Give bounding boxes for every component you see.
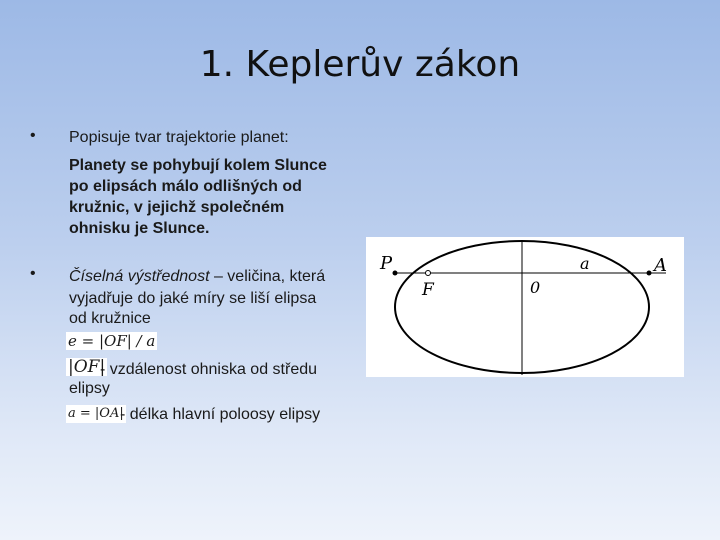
law-line-4: ohnisku je Slunce. <box>69 220 210 237</box>
eccentricity-dash-text: – veličina, která <box>209 268 326 285</box>
bullet-2-dot: • <box>30 265 36 282</box>
bullet-1-intro: Popisuje tvar trajektorie planet: <box>69 129 289 146</box>
of-formula: |OF| <box>68 357 106 377</box>
slide-title: 1. Keplerův zákon <box>199 44 521 85</box>
semi-major-axis-formula: a = |OA| <box>68 406 124 421</box>
label-a-axis: a <box>580 254 590 273</box>
bullet-1-dot: • <box>30 127 36 144</box>
eccentricity-definition <box>69 268 325 285</box>
eccentricity-formula: e = |OF| / a <box>68 332 156 350</box>
focus-point <box>426 271 431 276</box>
eccentricity-line-2: vyjadřuje do jaké míry se liší elipsa <box>69 290 317 307</box>
label-a-point: A <box>654 255 667 276</box>
label-o: 0 <box>530 278 541 297</box>
label-f: F <box>422 280 434 300</box>
eccentricity-line-3: od kružnice <box>69 310 151 327</box>
semi-major-axis-description: - délka hlavní poloosy elipsy <box>120 406 321 423</box>
aphelion-point <box>647 271 652 276</box>
of-description-line-2: elipsy <box>69 380 110 397</box>
label-p: P <box>380 253 393 274</box>
law-line-3: kružnic, v jejichž společném <box>69 199 285 216</box>
law-line-1: Planety se pohybují kolem Slunce <box>69 157 327 174</box>
eccentricity-term: Číselná výstřednost <box>69 268 210 285</box>
ellipse-diagram <box>366 237 684 377</box>
of-description: - vzdálenost ohniska od středu <box>100 361 318 378</box>
perihelion-point <box>393 271 398 276</box>
ellipse-figure <box>366 237 684 377</box>
law-line-2: po elipsách málo odlišných od <box>69 178 302 195</box>
